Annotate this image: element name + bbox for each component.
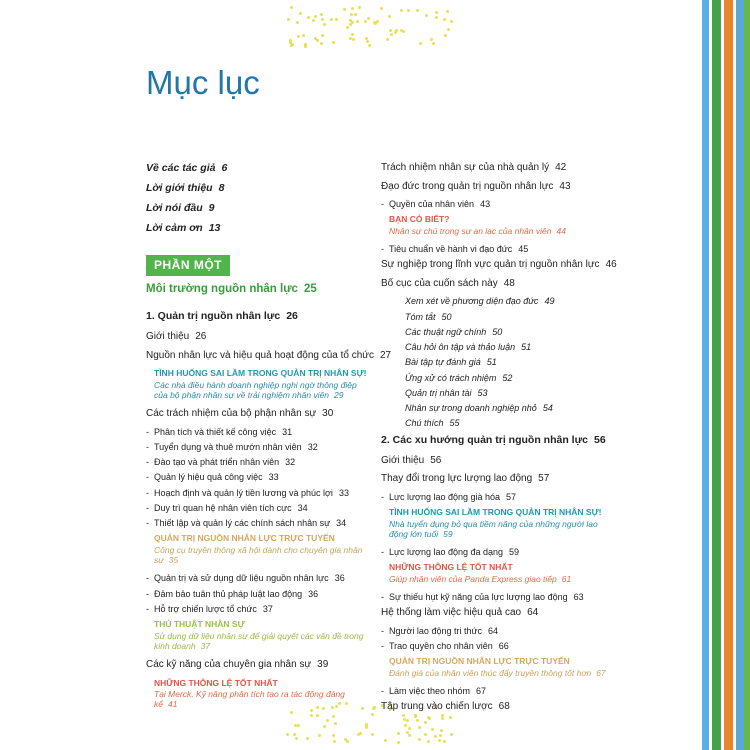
- toc-end-matter-item: [381, 312, 616, 323]
- decorative-dot: [295, 737, 298, 740]
- feature-box: [154, 533, 368, 565]
- feature-box-heading: BẠN CÓ BIẾT?: [389, 214, 450, 225]
- decorative-dot: [395, 29, 398, 32]
- toc-left-column: [146, 162, 392, 718]
- toc-end-matter-item-text: Câu hỏi ôn tập và thảo luận: [405, 342, 516, 353]
- toc-front-item: [146, 202, 368, 215]
- toc-entry: [146, 331, 368, 344]
- toc-sub-entry-text: Làm việc theo nhóm: [389, 686, 471, 697]
- toc-entry-text: Đạo đức trong quản trị nguồn nhân lực: [381, 180, 554, 192]
- page-number: 67: [476, 686, 487, 697]
- toc-sub-entry: [381, 492, 616, 503]
- toc-sub-entry: [146, 503, 368, 514]
- decorative-dot: [446, 10, 449, 13]
- part-title-text: Môi trường nguồn nhân lực: [146, 282, 298, 295]
- page-number: 56: [594, 433, 606, 446]
- decorative-dot: [406, 731, 409, 734]
- toc-end-matter-item: [381, 418, 616, 429]
- decorative-dot: [388, 15, 391, 18]
- decorative-dot: [424, 733, 427, 736]
- decorative-dot: [373, 706, 376, 709]
- decorative-dot: [357, 733, 360, 736]
- toc-entry-text: Giới thiệu: [381, 454, 425, 466]
- toc-entry: [381, 162, 616, 175]
- decorative-dot: [289, 39, 292, 42]
- toc-end-matter-item-text: Xem xét về phương diện đạo đức: [405, 296, 539, 307]
- toc-entry-text: Các kỹ năng của chuyên gia nhân sự: [146, 659, 312, 670]
- decorative-dot: [314, 37, 317, 40]
- toc-sub-entry-text: Thiết lập và quản lý các chính sách nhân sự: [154, 518, 331, 528]
- decorative-dot: [368, 44, 371, 47]
- decorative-dot: [366, 40, 369, 43]
- decorative-dot: [367, 17, 370, 20]
- page-number: 26: [195, 331, 207, 342]
- toc-front-item: [146, 162, 368, 175]
- toc-right-column: [381, 162, 616, 720]
- toc-end-matter-item: [381, 296, 616, 307]
- feature-box-heading: NHỮNG THÔNG LỆ TỐT NHẤT: [389, 562, 513, 573]
- toc-sub-entry-text: Tuyển dụng và thuê mướn nhân viên: [154, 441, 302, 452]
- page-number: 37: [200, 640, 211, 651]
- decorative-dot: [408, 734, 411, 737]
- toc-sub-entry-text: Hoạch định và quản lý tiền lương và phúc lợi: [154, 487, 333, 498]
- decorative-dot: [297, 724, 300, 727]
- decorative-dot: [397, 741, 400, 744]
- feature-box-description: [389, 574, 616, 584]
- decorative-dot: [358, 6, 361, 9]
- color-stripe: [736, 0, 744, 750]
- toc-sub-entry: [381, 626, 616, 637]
- page-number: 53: [477, 387, 488, 398]
- page-number: 45: [518, 244, 529, 255]
- toc-end-matter-item: [381, 373, 616, 384]
- toc-end-matter-item-text: Tóm tắt: [405, 311, 436, 322]
- page-number: 57: [538, 473, 550, 485]
- toc-sub-entry-text: Hỗ trợ chiến lược tổ chức: [154, 603, 257, 614]
- decorative-dot: [447, 28, 450, 31]
- toc-sub-entry: [146, 457, 368, 468]
- decorative-dot: [314, 15, 317, 18]
- toc-sub-entry: [381, 592, 616, 603]
- page-number: 41: [167, 699, 178, 710]
- page-number: 63: [573, 592, 584, 602]
- decorative-dot: [435, 16, 438, 19]
- feature-box-text: Các nhà điều hành doanh nghiệp nghi ngờ thông điệp của bộ phận nhân sự về trải nghiệm nhân viên: [154, 379, 357, 400]
- decorative-dot: [304, 44, 307, 47]
- toc-sub-entry-text: Quản lý hiệu quả công việc: [154, 472, 263, 483]
- page-number: 49: [544, 296, 555, 307]
- feature-box-heading: THỦ THUẬT NHÂN SỰ: [154, 619, 245, 629]
- decorative-dot: [323, 23, 326, 26]
- decorative-dot: [397, 732, 400, 735]
- page-number: 42: [555, 162, 567, 173]
- page-number: 59: [509, 546, 520, 557]
- decorative-dot: [443, 740, 446, 743]
- toc-end-matter-item-text: Quản trị nhân tài: [405, 387, 472, 398]
- page-number: 6: [221, 162, 228, 174]
- toc-end-matter-item-text: Ứng xử có trách nhiệm: [405, 372, 497, 383]
- toc-entry-text: Bố cục của cuốn sách này: [381, 277, 498, 289]
- toc-end-matter-item: [381, 342, 616, 353]
- feature-box-heading: TÌNH HUỐNG SAI LẦM TRONG QUẢN TRỊ NHÂN SỰ!: [389, 506, 602, 517]
- toc-sub-entry: [146, 488, 368, 499]
- toc-front-item-text: Lời giới thiệu: [146, 182, 213, 195]
- toc-sub-entry-text: Phân tích và thiết kế công việc: [154, 426, 277, 437]
- decorative-dot: [371, 713, 374, 716]
- decorative-dot: [334, 722, 337, 725]
- page-number: 50: [492, 326, 503, 337]
- toc-sub-entry: [381, 641, 616, 652]
- feature-box-description: [154, 689, 368, 709]
- toc-sub-entry: [381, 244, 616, 255]
- feature-box-description: [154, 545, 368, 565]
- decorative-dot: [286, 733, 289, 736]
- decorative-dot: [418, 738, 421, 741]
- toc-entry: [381, 607, 616, 620]
- page-number: 68: [498, 701, 510, 713]
- decorative-dot: [356, 20, 359, 23]
- feature-box-description: [154, 631, 368, 651]
- decorative-dot: [312, 19, 315, 22]
- feature-box: [154, 678, 368, 710]
- toc-sub-entry: [146, 518, 368, 529]
- page-number: 67: [596, 667, 606, 678]
- page-number: 39: [317, 659, 329, 670]
- color-stripe: [712, 0, 721, 750]
- feature-box: [154, 368, 368, 400]
- toc-sub-entry-text: Sự thiếu hụt kỹ năng của lực lượng lao động: [389, 592, 568, 602]
- page-number: 51: [486, 357, 497, 368]
- toc-end-matter-item-text: Bài tập tự đánh giá: [405, 357, 481, 368]
- decorative-dot: [407, 9, 410, 12]
- decorative-dot: [352, 38, 355, 41]
- decorative-dot: [432, 42, 435, 45]
- toc-sub-entry-text: Quyền của nhân viên: [389, 199, 475, 209]
- feature-box-heading: QUẢN TRỊ NGUỒN NHÂN LỰC TRỰC TUYẾN: [154, 533, 335, 544]
- toc-entry-text: Hệ thống làm việc hiệu quả cao: [381, 607, 522, 619]
- toc-entry: [381, 259, 616, 272]
- decorative-dot: [427, 740, 430, 743]
- toc-chapter-heading-text: 1. Quản trị nguồn nhân lực: [146, 309, 281, 322]
- page-number: 31: [282, 426, 293, 437]
- toc-sub-entry: [146, 427, 368, 438]
- page-number: 44: [556, 225, 566, 236]
- decorative-dot: [318, 734, 321, 737]
- page-number: 27: [380, 349, 392, 361]
- feature-box-heading: TÌNH HUỐNG SAI LẦM TRONG QUẢN TRỊ NHÂN SỰ!: [154, 368, 367, 378]
- toc-front-item: [146, 222, 368, 235]
- toc-sub-entry-text: Người lao động tri thức: [389, 625, 482, 636]
- toc-entry-text: Sự nghiệp trong lĩnh vực quản trị nguồn nhân lực: [381, 259, 600, 271]
- toc-entry: [381, 473, 616, 486]
- toc-end-matter-item-text: Chú thích: [405, 418, 444, 429]
- decorative-dot: [418, 726, 421, 729]
- page-number: 26: [286, 309, 298, 322]
- page-number: 55: [449, 418, 460, 429]
- toc-entry: [381, 278, 616, 291]
- page-number: 54: [542, 403, 553, 414]
- decorative-dot: [350, 13, 353, 16]
- decorative-dot: [384, 739, 387, 742]
- toc-end-matter-item-text: Các thuật ngữ chính: [405, 326, 487, 337]
- toc-entry-text: Tập trung vào chiến lược: [381, 701, 493, 713]
- decorative-dot: [333, 740, 336, 743]
- toc-end-matter-item: [381, 327, 616, 338]
- toc-sub-entry-text: Trao quyền cho nhân viên: [389, 641, 493, 651]
- decorative-dot: [349, 19, 352, 22]
- toc-front-item: [146, 182, 368, 195]
- page-number: 32: [307, 441, 318, 452]
- decorative-dot: [323, 725, 326, 728]
- toc-sub-entry: [146, 589, 368, 600]
- part-label: PHẦN MỘT: [146, 255, 230, 276]
- toc-front-item-text: Lời cảm ơn: [146, 222, 203, 235]
- decorative-dot: [450, 733, 453, 736]
- toc-chapter-heading: [381, 434, 616, 447]
- page-number: 50: [441, 311, 452, 322]
- toc-end-matter-item: [381, 388, 616, 399]
- decorative-dot: [321, 34, 324, 37]
- decorative-dot: [293, 733, 296, 736]
- page-number: 13: [208, 222, 221, 235]
- page-number: 9: [208, 202, 215, 215]
- decorative-dot: [425, 14, 428, 17]
- toc-sub-entry-text: Quản trị và sử dụng dữ liệu nguồn nhân lực: [154, 573, 329, 584]
- page-number: 57: [506, 491, 517, 502]
- feature-box-text: Tại Merck, Kỹ năng phân tích tạo ra tác động đáng kể: [154, 689, 345, 710]
- feature-box-text: Giúp nhân viên của Panda Express giao tiếp: [389, 573, 557, 584]
- feature-box-description: [389, 226, 616, 236]
- toc-sub-entry-text: Duy trì quan hệ nhân viên tích cực: [154, 502, 292, 513]
- toc-entry: [381, 181, 616, 194]
- toc-sub-entry-text: Tiêu chuẩn về hành vi đạo đức: [389, 244, 513, 255]
- toc-sub-entry-text: Đào tạo và phát triển nhân viên: [154, 457, 280, 467]
- page-number: 46: [605, 259, 617, 271]
- decorative-dot: [306, 737, 309, 740]
- decorative-dot: [365, 723, 368, 726]
- decorative-dot: [326, 719, 329, 722]
- page-number: 8: [218, 182, 225, 195]
- page-number: 43: [480, 199, 491, 209]
- toc-chapter-heading: [146, 310, 368, 323]
- decorative-dot: [444, 34, 447, 37]
- page-number: 59: [443, 528, 453, 539]
- page-number: 48: [503, 277, 515, 289]
- decorative-dot: [389, 29, 392, 32]
- toc-entry-text: Trách nhiệm nhân sự của nhà quản lý: [381, 162, 550, 173]
- toc-entry-text: Giới thiệu: [146, 331, 190, 342]
- feature-box-description: [154, 380, 368, 400]
- decorative-dot: [424, 721, 427, 724]
- feature-box-heading: NHỮNG THÔNG LỆ TỐT NHẤT: [154, 677, 278, 688]
- decorative-dot: [443, 18, 446, 21]
- decorative-dot: [416, 9, 419, 12]
- toc-end-matter-item-text: Nhân sự trong doanh nghiệp nhỏ: [405, 403, 537, 414]
- decorative-dots-top: [285, 6, 455, 50]
- toc-sub-entry: [381, 199, 616, 210]
- decorative-dot: [380, 7, 383, 10]
- decorative-dot: [351, 33, 354, 36]
- page-number: 37: [262, 603, 273, 614]
- decorative-dot: [450, 20, 453, 23]
- decorative-dot: [343, 8, 346, 11]
- page-number: 35: [168, 555, 179, 566]
- toc-end-matter-item: [381, 357, 616, 368]
- page-number: 30: [322, 408, 334, 419]
- decorative-dot: [390, 33, 393, 36]
- toc-entry: [146, 659, 368, 672]
- color-stripe: [744, 0, 750, 750]
- page-number: 25: [303, 282, 317, 295]
- toc-sub-entry: [381, 686, 616, 697]
- page-number: 32: [285, 457, 296, 467]
- feature-box-text: Đánh giá của nhân viên thúc đẩy truyền thông tốt hơn: [389, 667, 592, 678]
- decorative-dot: [371, 733, 374, 736]
- color-stripe: [702, 0, 709, 750]
- decorative-dot: [419, 42, 422, 45]
- toc-front-item-text: Lời nói đầu: [146, 202, 203, 215]
- decorative-dot: [386, 38, 389, 41]
- decorative-dot: [400, 29, 403, 32]
- part-title: [146, 282, 368, 296]
- toc-end-matter-item: [381, 403, 616, 414]
- page-number: 64: [527, 607, 539, 619]
- page-number: 61: [561, 573, 572, 584]
- decorative-dot: [344, 738, 347, 741]
- page-number: 52: [502, 372, 513, 383]
- page-number: 43: [559, 180, 571, 192]
- page-number: 34: [336, 518, 347, 528]
- feature-box-text: Công cụ truyền thông xã hội dành cho chuyên gia nhân sự: [154, 544, 363, 566]
- page-number: 33: [268, 472, 279, 483]
- decorative-dot: [438, 739, 441, 742]
- decorative-dot: [439, 734, 442, 737]
- toc-sub-entry: [381, 547, 616, 558]
- toc-sub-entry: [146, 472, 368, 483]
- toc-entry-text: Nguồn nhân lực và hiệu quả hoạt động của tổ chức: [146, 349, 374, 361]
- page-number: 34: [297, 502, 308, 513]
- page-number: 56: [430, 454, 442, 466]
- toc-front-item-text: Về các tác giả: [146, 162, 216, 174]
- feature-box-description: [389, 668, 616, 678]
- decorative-dot: [408, 727, 411, 730]
- decorative-dot: [354, 13, 357, 16]
- decorative-dot: [302, 34, 305, 37]
- page-number: 64: [488, 625, 499, 636]
- decorative-dot: [320, 42, 323, 45]
- decorative-dot: [374, 22, 377, 25]
- decorative-dot: [296, 21, 299, 24]
- page-number: 51: [521, 342, 532, 353]
- feature-box: [389, 214, 616, 236]
- decorative-dot: [404, 724, 407, 727]
- toc-sub-entry: [146, 604, 368, 615]
- feature-box: [389, 507, 616, 539]
- decorative-dot: [320, 13, 323, 16]
- feature-box-description: [389, 519, 616, 539]
- decorative-dot: [434, 735, 437, 738]
- decorative-dot: [330, 18, 333, 21]
- feature-box-text: Sử dụng dữ liệu nhân sự để giải quyết các vấn đề trong kinh doanh: [154, 630, 364, 651]
- feature-box-text: Nhà tuyển dụng bỏ qua tiềm năng của những người lao động lớn tuổi: [389, 518, 598, 539]
- toc-sub-entry: [146, 573, 368, 584]
- toc-sub-entry-text: Lực lượng lao động già hóa: [389, 491, 501, 502]
- toc-entry: [146, 408, 368, 421]
- decorative-dot: [365, 726, 368, 729]
- toc-sub-entry-text: Lực lượng lao động đa dạng: [389, 546, 504, 557]
- page-number: 29: [334, 389, 344, 400]
- feature-box: [389, 562, 616, 584]
- decorative-dot: [364, 20, 367, 23]
- decorative-dot: [287, 18, 290, 21]
- decorative-dot: [307, 16, 310, 19]
- decorative-dot: [400, 9, 403, 12]
- decorative-dot: [321, 18, 324, 21]
- toc-entry: [146, 349, 392, 363]
- decorative-dot: [332, 41, 335, 44]
- page-number: 36: [334, 573, 345, 584]
- toc-entry: [381, 701, 616, 714]
- decorative-dot: [335, 18, 338, 21]
- decorative-dot: [351, 7, 354, 10]
- toc-entry-text: Các trách nhiệm của bộ phận nhân sự: [146, 408, 317, 419]
- decorative-dot: [431, 728, 434, 731]
- toc-chapter-heading-text: 2. Các xu hướng quản trị nguồn nhân lực: [381, 433, 589, 446]
- toc-entry: [381, 455, 616, 468]
- toc-sub-entry-text: Đảm bảo tuân thủ pháp luật lao động: [154, 588, 303, 599]
- page-number: 66: [498, 641, 509, 651]
- decorative-dot: [430, 38, 433, 41]
- feature-box: [154, 619, 368, 651]
- feature-box: [389, 656, 616, 678]
- side-color-stripes: [702, 0, 750, 750]
- decorative-dot: [332, 734, 335, 737]
- decorative-dot: [290, 44, 293, 47]
- page-number: 33: [338, 487, 349, 498]
- decorative-dot: [435, 11, 438, 14]
- decorative-dot: [297, 35, 300, 38]
- toc-entry-text: Thay đổi trong lực lượng lao động: [381, 473, 533, 485]
- color-stripe: [724, 0, 733, 750]
- decorative-dot: [440, 729, 443, 732]
- feature-box-heading: QUẢN TRỊ NGUỒN NHÂN LỰC TRỰC TUYẾN: [389, 656, 570, 667]
- decorative-dot: [346, 26, 349, 29]
- decorative-dot: [290, 6, 293, 9]
- toc-sub-entry: [146, 442, 368, 453]
- page-title: Mục lục: [146, 64, 260, 101]
- feature-box-text: Nhân sự chú trọng sự an lạc của nhân viên: [389, 225, 552, 236]
- decorative-dot: [299, 12, 302, 15]
- page-number: 36: [308, 588, 319, 599]
- part-tag-wrapper: [146, 243, 368, 282]
